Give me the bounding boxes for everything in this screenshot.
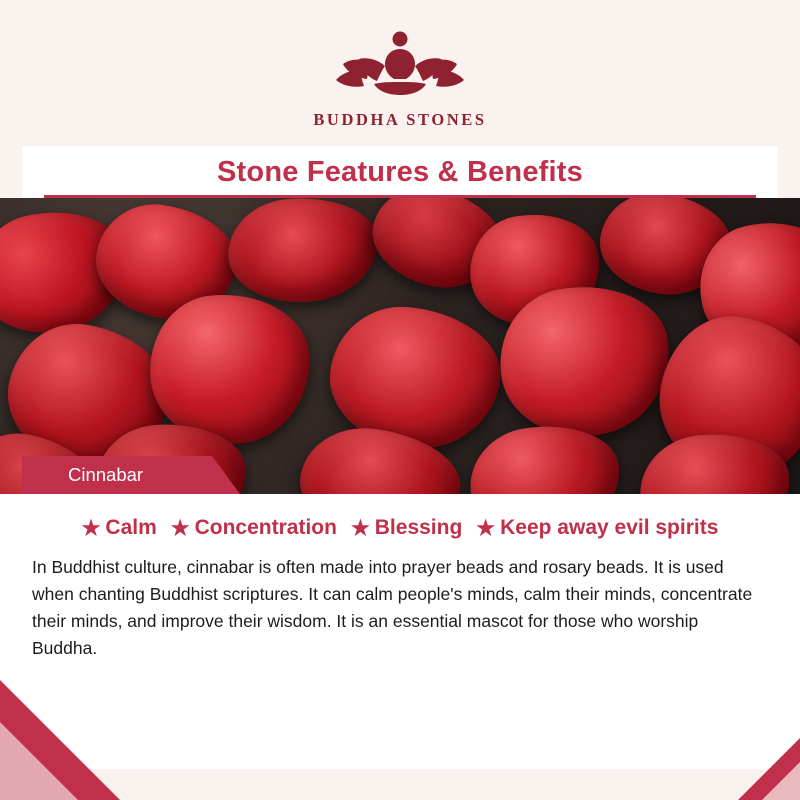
product-photo	[0, 198, 800, 494]
description-text: In Buddhist culture, cinnabar is often made into prayer beads and rosary beads. It is used when chanting Buddhist scriptures. It can calm people's minds, calm their minds, concentrate their minds, and improve their wisdom. It is an essential mascot for those who worship Buddha.	[32, 557, 753, 659]
benefit-label: Calm	[105, 516, 157, 539]
benefit-item	[82, 516, 157, 540]
benefits-row	[32, 516, 768, 540]
footer-spacer	[0, 673, 800, 769]
content-panel	[0, 494, 800, 673]
benefit-label: Concentration	[194, 516, 337, 539]
benefit-label: Keep away evil spirits	[500, 516, 719, 539]
brand-header	[0, 0, 800, 146]
stone-name-text: Cinnabar	[68, 464, 144, 485]
benefit-item	[171, 516, 337, 540]
page-title: Stone Features & Benefits	[217, 155, 583, 188]
star-icon: ★	[81, 516, 101, 540]
benefit-label: Blessing	[374, 516, 463, 539]
star-icon: ★	[350, 516, 370, 540]
title-underline	[44, 195, 756, 198]
benefit-item	[476, 516, 718, 540]
stone-name-label	[22, 456, 212, 494]
corner-decoration-bottom-right-inner	[762, 762, 800, 800]
lotus-meditation-figure-icon	[327, 26, 473, 108]
corner-decoration-bottom-left-inner	[0, 722, 78, 800]
brand-name: BUDDHA STONES	[313, 110, 487, 129]
benefit-item	[351, 516, 462, 540]
star-icon: ★	[170, 516, 190, 540]
page-title-band	[22, 146, 778, 198]
star-icon: ★	[476, 516, 496, 540]
